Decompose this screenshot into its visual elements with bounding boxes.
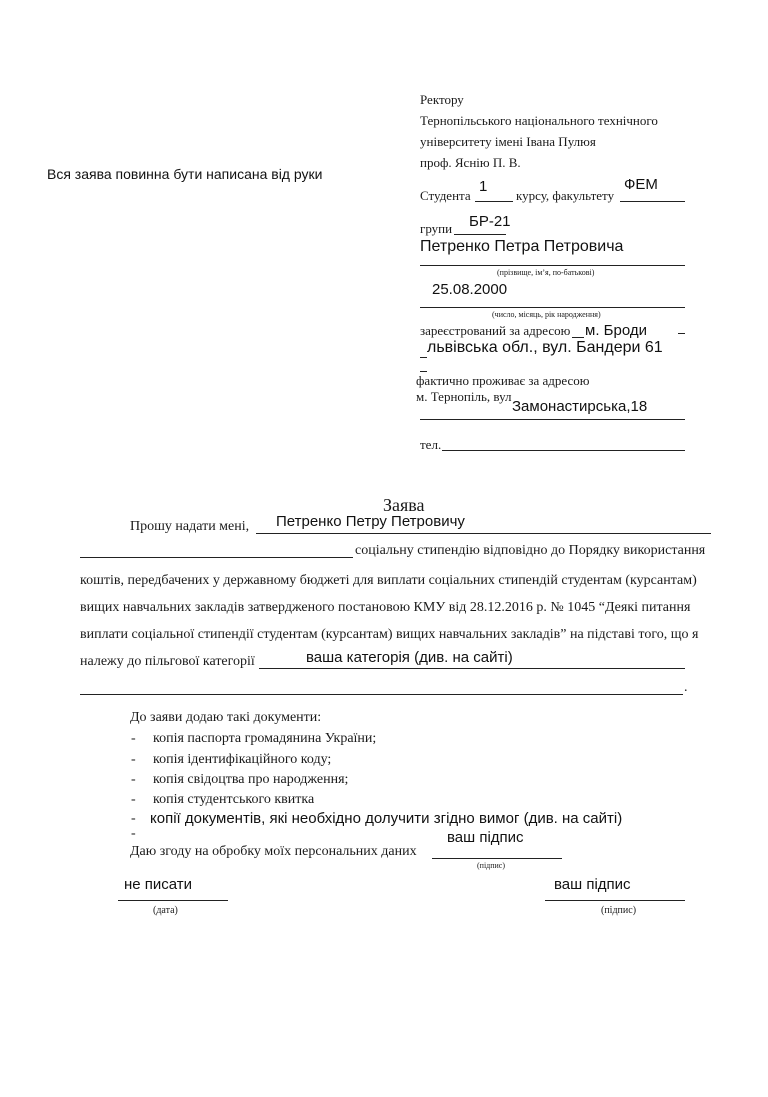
handwriting-note: Вся заява повинна бути написана від руки: [47, 166, 323, 182]
statement-line-3: коштів, передбачених у державному бюджеті для виплати соціальних стипендій студентам (курсантам): [80, 573, 697, 588]
document-item: копія ідентифікаційного коду;: [153, 752, 332, 767]
document-item: копія паспорта громадянина України;: [153, 731, 377, 746]
statement-title: Заява: [383, 495, 425, 515]
addressee-line-1: Ректору: [420, 92, 464, 107]
actual-address-value: Замонастирська,18: [512, 398, 648, 415]
student-full-name: Петренко Петра Петровича: [420, 238, 624, 255]
group-value: БР-21: [469, 213, 511, 230]
full-name-caption: (прізвище, ім’я, по-батькові): [497, 268, 595, 277]
date-value: не писати: [124, 876, 193, 893]
statement-end-dot: .: [684, 680, 688, 695]
registered-city: м. Броди: [585, 322, 647, 339]
registered-address: львівська обл., вул. Бандери 61: [427, 339, 663, 356]
signature-value: ваш підпис: [554, 876, 631, 893]
document-dash: -: [131, 811, 136, 826]
document-item: копія студентського квитка: [153, 792, 315, 807]
student-label: Студента: [420, 188, 471, 203]
category-value: ваша категорія (див. на сайті): [306, 649, 513, 666]
course-value: 1: [479, 178, 488, 195]
request-name: Петренко Петру Петровичу: [276, 513, 465, 530]
addressee-line-2: Тернопільського національного технічного: [420, 113, 658, 128]
phone-label: тел.: [420, 437, 442, 452]
document-dash: -: [131, 752, 136, 767]
document-dash: -: [131, 772, 136, 787]
statement-line-2: соціальну стипендію відповідно до Порядку використання: [355, 543, 706, 558]
actual-address-label: фактично проживає за адресою: [416, 373, 590, 388]
request-label: Прошу надати мені,: [130, 519, 250, 534]
documents-heading: До заяви додаю такі документи:: [130, 710, 322, 725]
date-caption: (дата): [153, 905, 178, 916]
signature-caption: (підпис): [601, 905, 637, 916]
document-dash: -: [131, 826, 136, 841]
faculty-value: ФЕМ: [624, 176, 658, 193]
actual-address-prefix: м. Тернопіль, вул: [416, 389, 512, 404]
document-item: копія свідоцтва про народження;: [153, 772, 349, 787]
document-dash: -: [131, 792, 136, 807]
addressee-line-3: університету імені Івана Пулюя: [420, 134, 596, 149]
registered-label: зареєстрований за адресою: [420, 323, 571, 338]
birth-date: 25.08.2000: [432, 281, 508, 298]
consent-signature-caption: (підпис): [477, 861, 506, 870]
document-dash: -: [131, 731, 136, 746]
document-item: копії документів, які необхідно долучити згідно вимог (див. на сайті): [150, 810, 623, 827]
consent-signature-value: ваш підпис: [447, 829, 524, 846]
addressee-line-4: проф. Яснію П. В.: [420, 155, 521, 170]
group-label: групи: [420, 221, 453, 236]
consent-text: Даю згоду на обробку моїх персональних даних: [130, 844, 417, 859]
category-label: належу до пільгової категорії: [80, 654, 255, 669]
statement-line-5: виплати соціальної стипендії студентам (курсантам) вищих навчальних закладів” на підставі того, що я: [80, 627, 699, 642]
birth-date-caption: (число, місяць, рік народження): [492, 310, 601, 319]
statement-line-4: вищих навчальних закладів затвердженого постановою КМУ від 28.12.2016 р. № 1045 “Деякі питання: [80, 600, 691, 615]
course-label: курсу, факультету: [516, 188, 615, 203]
